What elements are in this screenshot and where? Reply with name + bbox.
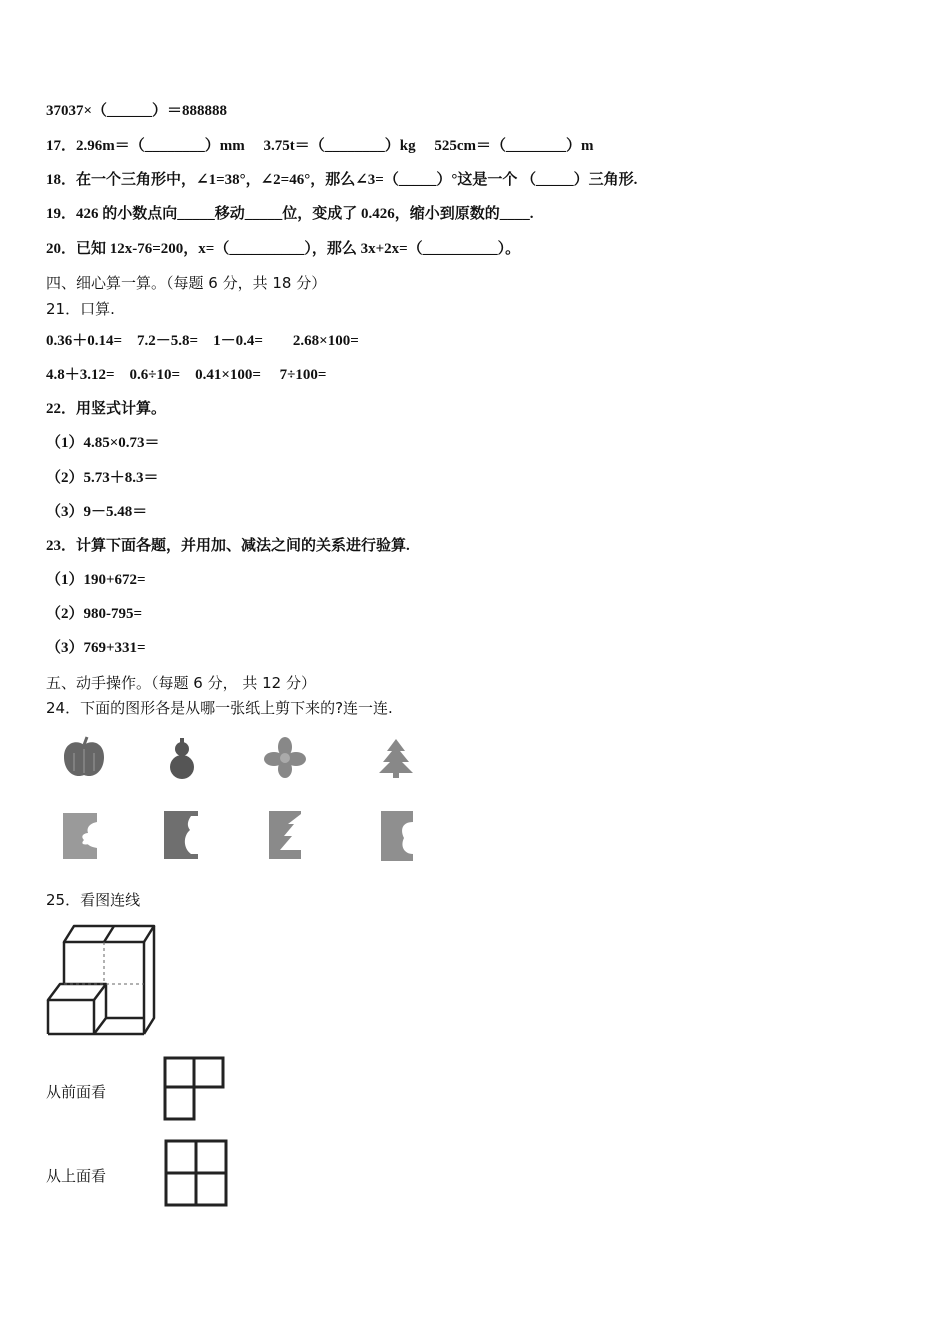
apple-icon <box>58 735 110 781</box>
front-view-grid <box>163 1056 225 1122</box>
section-4-heading: 四、细心算一算。（每题 6 分，共 18 分） <box>46 274 327 292</box>
question-23-item-1: （1）190+672= <box>46 572 146 588</box>
question-22: 22．用竖式计算。 <box>46 401 167 417</box>
question-19: 19．426 的小数点向_____移动_____位，变成了 0.426，缩小到原数的____. <box>46 206 534 222</box>
paper-cut-gourd-icon <box>163 810 199 860</box>
question-21-row-2: 4.8＋3.12= 0.6÷10= 0.41×100= 7÷100= <box>46 367 327 383</box>
cube-stack-figure <box>44 922 159 1038</box>
question-24: 24．下面的图形各是从哪一张纸上剪下来的?连一连. <box>46 699 393 717</box>
question-23: 23．计算下面各题，并用加、减法之间的关系进行验算. <box>46 538 410 554</box>
gourd-icon <box>162 735 202 781</box>
paper-cut-flower-icon <box>62 812 98 860</box>
question-23-item-3: （3）769+331= <box>46 640 146 656</box>
question-22-item-2: （2）5.73＋8.3＝ <box>46 470 159 486</box>
question-18: 18．在一个三角形中，∠1=38°，∠2=46°，那么∠3=（_____）°这是一个 （_____）三角形. <box>46 172 638 188</box>
section-5-heading: 五、动手操作。（每题 6 分， 共 12 分） <box>46 674 316 692</box>
question-21-row-1: 0.36＋0.14= 7.2－5.8= 1－0.4= 2.68×100= <box>46 333 359 349</box>
question-16-continued: 37037×（______）＝888888 <box>46 103 228 119</box>
flower-icon <box>262 735 308 779</box>
paper-cut-apple-icon <box>380 810 414 862</box>
question-25: 25．看图连线 <box>46 891 141 909</box>
question-23-item-2: （2）980-795= <box>46 606 143 622</box>
tree-icon <box>376 737 416 779</box>
question-21: 21．口算. <box>46 300 115 318</box>
top-view-label: 从上面看 <box>46 1167 107 1185</box>
question-20: 20．已知 12x-76=200，x=（__________），那么 3x+2x=（__________）。 <box>46 241 521 257</box>
front-view-label: 从前面看 <box>46 1083 107 1101</box>
paper-cut-tree-icon <box>268 810 302 860</box>
question-22-item-1: （1）4.85×0.73＝ <box>46 435 160 451</box>
question-22-item-3: （3）9－5.48＝ <box>46 504 148 520</box>
top-view-grid <box>164 1139 228 1207</box>
question-17: 17．2.96m＝（________）mm 3.75t＝（________）kg 525cm＝（________）m <box>46 138 594 154</box>
